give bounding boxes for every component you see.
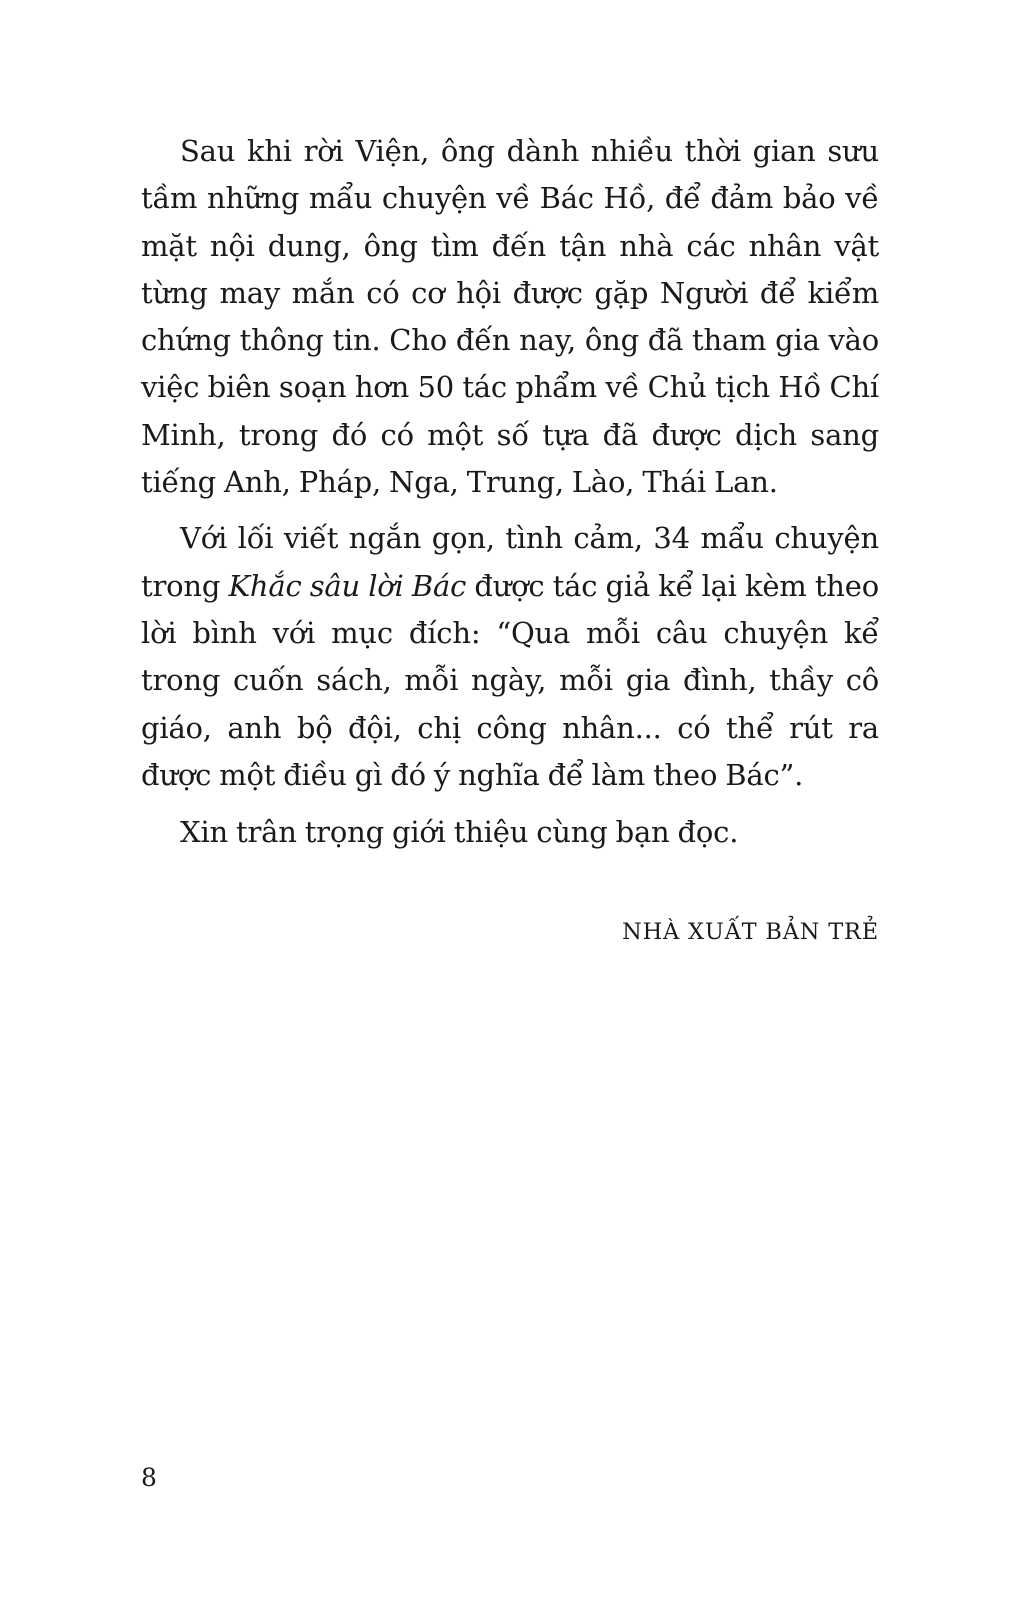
paragraph-2 <box>141 515 879 799</box>
book-title-italic: Khắc sâu lời Bác <box>228 568 467 603</box>
page-number: 8 <box>141 1463 157 1492</box>
paragraph-2-text-end: được tác giả kể lại kèm theo lời bình với mục đích: “Qua mỗi câu chuyện kể trong cuốn sách, mỗi ngày, mỗi gia đình, thầy cô giáo, anh bộ đội, chị công nhân... có thể rút ra được một điều gì đó ý nghĩa để làm theo Bác”. <box>141 568 879 792</box>
paragraph-2-text-start: Với lối viết ngắn gọn, tình cảm, 34 mẩu chuyện trong <box>141 521 879 603</box>
paragraph-3: Xin trân trọng giới thiệu cùng bạn đọc. <box>180 815 739 850</box>
paragraph-1: Sau khi rời Viện, ông dành nhiều thời gian sưu tầm những mẩu chuyện về Bác Hồ, để đảm bảo về mặt nội dung, ông tìm đến tận nhà các nhân vật từng may mắn có cơ hội được gặp Người để kiểm chứng thông tin. Cho đến nay, ông đã tham gia vào việc biên soạn hơn 50 tác phẩm về Chủ tịch Hồ Chí Minh, trong đó có một số tựa đã được dịch sang tiếng Anh, Pháp, Nga, Trung, Lào, Thái Lan. <box>141 134 879 500</box>
publisher-signature: NHÀ XUẤT BẢN TRẺ <box>622 919 879 945</box>
page-body <box>141 128 879 866</box>
